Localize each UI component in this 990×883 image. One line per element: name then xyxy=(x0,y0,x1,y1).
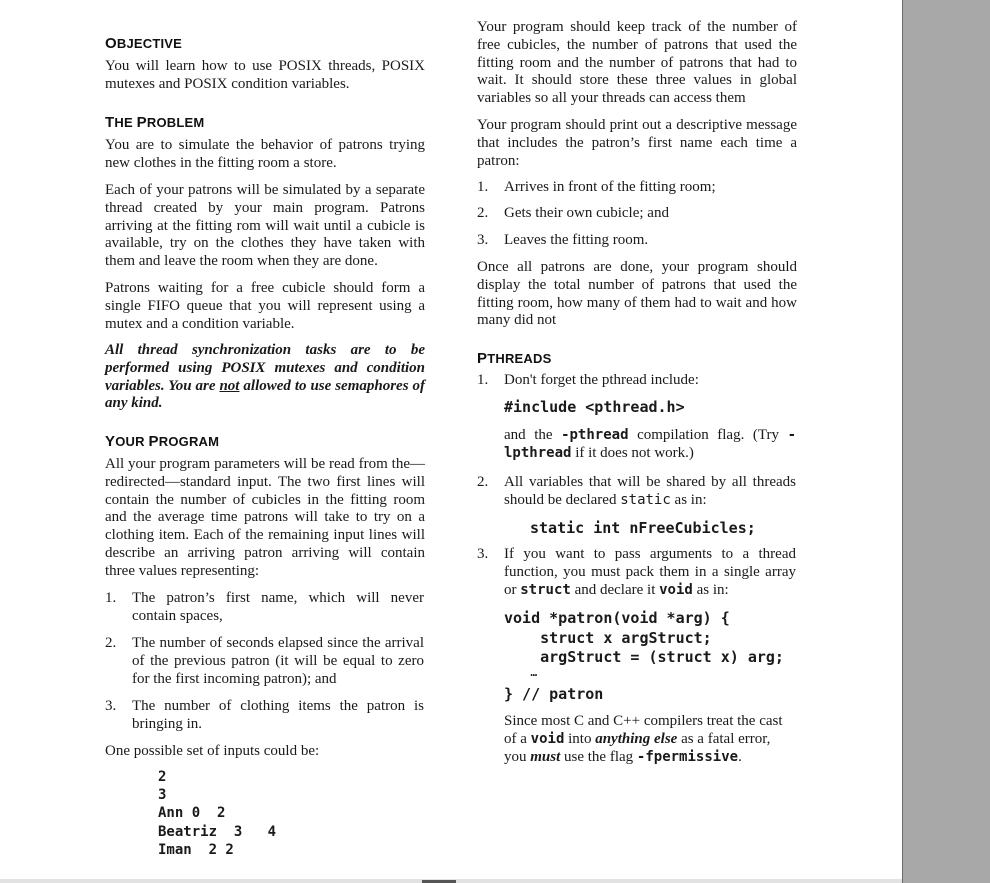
pthreads-item-2-text: All variables that will be shared by all threads should be declared static as in: xyxy=(504,474,796,508)
message-paragraph: Your program should print out a descriptive message that includes the patron’s first name each time a patron: xyxy=(477,117,797,169)
input-item: The patron’s first name, which will never contain spaces, xyxy=(132,590,424,624)
event-item: Leaves the fitting room. xyxy=(504,232,649,248)
program-heading: YOUR PROGRAM xyxy=(105,433,220,450)
problem-paragraph-4: All thread synchronization tasks are to be performed using POSIX mutexes and condition variables. You are not allowed to use semaphores of any kind. xyxy=(105,342,425,412)
code-line: } // patron xyxy=(504,685,604,703)
event-item: Gets their own cubicle; and xyxy=(504,205,669,221)
code-line: void *patron(void *arg) { xyxy=(504,609,730,627)
fpermissive-note: Since most C and C++ compilers treat the cast of a void into anything else as a fatal error, you must use the flag -fpermissive. xyxy=(504,713,783,765)
objective-heading: OBJECTIVE xyxy=(105,35,183,52)
static-variable-code: static int nFreeCubicles; xyxy=(530,519,756,537)
pthreads-item-1-text: Don't forget the pthread include: xyxy=(504,372,699,388)
event-item: Arrives in front of the fitting room; xyxy=(504,179,716,195)
input-item-number: 1. xyxy=(105,590,117,606)
event-item-number: 3. xyxy=(477,232,489,248)
objective-text: You will learn how to use POSIX threads, POSIX mutexes and POSIX condition variables. xyxy=(105,58,425,92)
code-line: struct x argStruct; xyxy=(504,629,712,647)
tracking-paragraph: Your program should keep track of the number of free cubicles, the number of patrons that used the fitting room and the number of patrons that had to wait. It should store these three values in global variables so all your threads can access them xyxy=(477,19,797,107)
problem-paragraph-1: You are to simulate the behavior of patrons trying new clothes in the fitting room a store. xyxy=(105,137,425,171)
example-input-line: Beatriz 3 4 xyxy=(158,824,277,840)
input-item-number: 3. xyxy=(105,698,117,714)
example-intro: One possible set of inputs could be: xyxy=(105,743,320,759)
pthreads-item-number: 2. xyxy=(477,474,489,490)
code-line: … xyxy=(504,666,538,679)
problem-heading: THE PROBLEM xyxy=(105,114,205,131)
pthreads-item-3-text: If you want to pass arguments to a thread function, you must pack them in a single array or struct and declare it void as in: xyxy=(504,546,796,598)
include-code: #include <pthread.h> xyxy=(504,398,685,416)
input-item-number: 2. xyxy=(105,635,117,651)
program-paragraph-1: All your program parameters will be read from the—redirected—standard input. The two first lines will contain the number of cubicles in the fitting room and the average time patrons will take to try on a clothing item. Each of the remaining input lines will describe an arriving patron arriving will contain three values representing: xyxy=(105,456,425,579)
pthread-flag-note: and the -pthread compilation flag. (Try -lpthread if it does not work.) xyxy=(504,427,796,461)
event-item-number: 1. xyxy=(477,179,489,195)
viewer-gutter xyxy=(902,0,990,883)
code-line: argStruct = (struct x) arg; xyxy=(504,648,784,666)
problem-paragraph-2: Each of your patrons will be simulated by a separate thread created by your main program. Patrons arriving at the fitting rom will wait until a cubicle is available, try on the clothes they have taken with them and leave the room when they are done. xyxy=(105,182,425,270)
input-item: The number of seconds elapsed since the arrival of the previous patron (it will be equal to zero for the first incoming patron); and xyxy=(132,635,424,687)
example-input-line: 3 xyxy=(158,787,167,803)
problem-paragraph-3: Patrons waiting for a free cubicle should form a single FIFO queue that you will represent using a mutex and a condition variable. xyxy=(105,280,425,332)
example-input-line: 2 xyxy=(158,769,167,785)
pthreads-item-number: 3. xyxy=(477,546,489,562)
event-item-number: 2. xyxy=(477,205,489,221)
pthreads-item-number: 1. xyxy=(477,372,489,388)
input-item: The number of clothing items the patron is bringing in. xyxy=(132,698,424,732)
example-input-line: Ann 0 2 xyxy=(158,805,226,821)
pthreads-heading: PTHREADS xyxy=(477,350,552,367)
example-input-line: Iman 2 2 xyxy=(158,842,234,858)
summary-paragraph: Once all patrons are done, your program should display the total number of patrons that used the fitting room, how many of them had to wait and how many did not xyxy=(477,259,797,329)
